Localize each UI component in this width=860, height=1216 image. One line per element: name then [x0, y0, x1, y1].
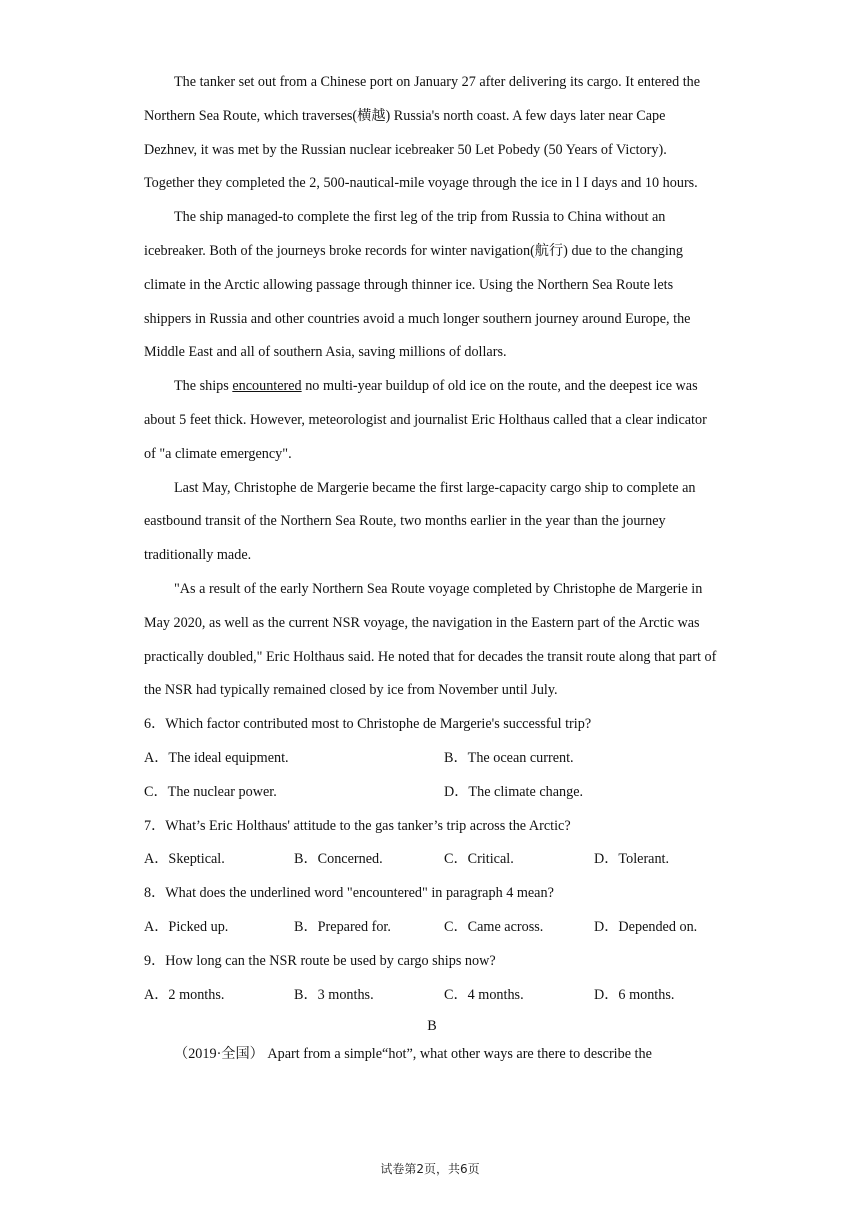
question-9-stem: 9．How long can the NSR route be used by cargo ships now? [144, 952, 496, 969]
page-footer: 试卷第2页，共6页 [380, 1162, 480, 1176]
option-c: C．The nuclear power. [144, 783, 277, 800]
question-9-options [144, 979, 720, 1013]
option-b: B．3 months. [294, 986, 374, 1003]
option-d: D．6 months. [594, 986, 675, 1003]
question-7-stem: 7．What’s Eric Holthaus' attitude to the gas tanker’s trip across the Arctic? [144, 817, 571, 834]
question-7-options [144, 843, 720, 877]
paragraph-3 [144, 370, 720, 471]
option-c: C．Critical. [444, 851, 514, 868]
option-a: A．2 months. [144, 986, 225, 1003]
option-c: C．4 months. [444, 986, 524, 1003]
question-6-stem: 6．Which factor contributed most to Christophe de Margerie's successful trip? [144, 716, 592, 733]
paragraph-3-end: no multi-year buildup of old ice on the route, and the deepest ice was about 5 feet thick. However, meteorologist and journalist Eric Holthaus called that a clear indicator of "a climate emergency". [144, 378, 707, 462]
passage-content [144, 66, 720, 1070]
option-b: B．Prepared for. [294, 918, 391, 935]
option-d: D．Tolerant. [594, 851, 670, 868]
option-a: A．The ideal equipment. [144, 749, 289, 766]
paragraph-5: "As a result of the early Northern Sea Route voyage completed by Christophe de Margerie in May 2020, as well as the current NSR voyage, the navigation in the Eastern part of the Arctic was practically doubled," Eric Holthaus said. He noted that for decades the transit route along that part of the NSR had typically remained closed by ice from November until July. [144, 580, 717, 699]
option-d: D．The climate change. [444, 783, 584, 800]
paragraph-4: Last May, Christophe de Margerie became the first large-capacity cargo ship to complete an eastbound transit of the Northern Sea Route, two months earlier in the year than the journey traditionally made. [144, 479, 696, 564]
paragraph-2: The ship managed-to complete the first leg of the trip from Russia to China without an icebreaker. Both of the journeys broke records for winter navigation(航行) due to the changing climate in the Arctic allowing passage through thinner ice. Using the Northern Sea Route lets shippers in Russia and other countries avoid a much longer southern journey around Europe, the Middle East and all of southern Asia, saving millions of dollars. [144, 209, 691, 361]
section-b-source-line: （2019·全国） Apart from a simple“hot”, what other ways are there to describe the [174, 1046, 652, 1063]
option-b: B．Concerned. [294, 851, 383, 868]
option-c: C．Came across. [444, 918, 544, 935]
question-8-options [144, 911, 720, 945]
option-a: A．Skeptical. [144, 851, 225, 868]
question-6-options [144, 742, 720, 776]
section-b-heading: B [427, 1018, 437, 1035]
question-6-options-row2 [144, 776, 720, 810]
underlined-word: encountered [232, 378, 302, 395]
paragraph-3-start: The ships [174, 378, 233, 395]
option-b: B．The ocean current. [444, 749, 574, 766]
question-8-stem: 8．What does the underlined word "encountered" in paragraph 4 mean? [144, 885, 554, 902]
option-a: A．Picked up. [144, 918, 229, 935]
option-d: D．Depended on. [594, 918, 698, 935]
paragraph-1: The tanker set out from a Chinese port on January 27 after delivering its cargo. It entered the Northern Sea Route, which traverses(横越) Russia's north coast. A few days later near Cape Dezhnev, it was met by the Russian nuclear icebreaker 50 Let Pobedy (50 Years of Victory). Together they completed the 2, 500-nautical-mile voyage through the ice in l I days and 10 hours. [144, 74, 701, 192]
